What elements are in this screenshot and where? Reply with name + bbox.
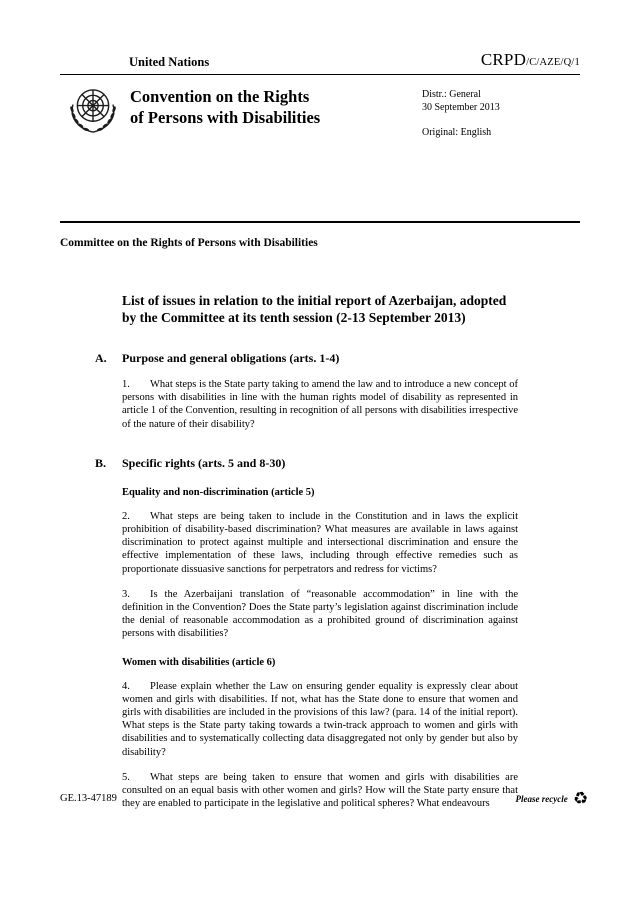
date-line: 30 September 2013 xyxy=(422,102,500,113)
paragraph-1-number: 1. xyxy=(122,379,130,390)
paragraph-3-number: 3. xyxy=(122,588,130,600)
section-a xyxy=(95,351,518,431)
paragraph-3 xyxy=(122,588,518,641)
convention-title-line2: of Persons with Disabilities xyxy=(130,108,321,127)
paragraph-4-text: Please explain whether the Law on ensuring gender equality is expressly clear about women and girls with disabilities. If not, what has the State done to ensure that women and girls with disabilities are included in the provisions of this law? (para. 14 of the initial report). What steps is the State party taking towards a twin-track approach to women and girls with disabilities and to systematically collecting data disaggregated not only by gender but also by disability? xyxy=(122,680,518,758)
subheading-women: Women with disabilities (article 6) xyxy=(122,656,276,668)
header-rule-thin xyxy=(60,74,580,75)
header-rule-thick xyxy=(60,221,580,223)
doc-symbol xyxy=(481,50,580,70)
masthead-main-row xyxy=(60,84,580,139)
un-emblem-icon xyxy=(66,84,120,138)
distr-line: Distr.: General xyxy=(422,89,481,100)
paragraph-1-text: What steps is the State party taking to amend the law and to introduce a new concept of persons with disabilities in line with the human rights model of disability as represented in article 1 of the Convention, resulting in recognition of all persons with disabilities irrespective of the nature of their disability? xyxy=(122,379,518,430)
page-footer xyxy=(60,790,588,807)
section-b-letter: B. xyxy=(95,455,107,470)
paragraph-2-number: 2. xyxy=(122,510,130,522)
paragraph-4 xyxy=(122,680,518,759)
committee-heading: Committee on the Rights of Persons with Disabilities xyxy=(60,237,318,249)
org-name: United Nations xyxy=(129,55,210,69)
convention-title-line1: Convention on the Rights xyxy=(130,87,310,106)
section-b xyxy=(95,455,518,811)
paragraph-3-text: Is the Azerbaijani translation of “reasonable accommodation” in line with the definition in the Convention? Does the State party’s legislation against discrimination include the denial of reasonable accommodation as a prohibited ground of discrimination against persons with disabilities? xyxy=(122,588,518,640)
convention-title xyxy=(130,84,320,139)
document-title: List of issues in relation to the initial report of Azerbaijan, adopted by the Committee at its tenth session (2-13 September 2013) xyxy=(122,293,507,325)
recycle-label: Please recycle xyxy=(515,793,568,804)
masthead-top-row xyxy=(60,50,580,70)
section-a-title: Purpose and general obligations (arts. 1-4) xyxy=(122,351,340,365)
paragraph-4-number: 4. xyxy=(122,680,130,692)
recycle-notice xyxy=(516,790,588,807)
paragraph-5-text: What steps are being taken to ensure that women and girls with disabilities are consulted on an equal basis with other women and girls? How will the State party ensure that they are enabled to participate in the legislative and political spheres? What endeavours xyxy=(122,771,518,810)
subheading-equality: Equality and non-discrimination (article 5) xyxy=(122,486,315,498)
paragraph-2 xyxy=(122,510,518,576)
section-b-title: Specific rights (arts. 5 and 8-30) xyxy=(122,455,286,470)
paragraph-1 xyxy=(122,378,518,431)
doc-symbol-suffix: /C/AZE/Q/1 xyxy=(526,57,580,68)
document-body xyxy=(95,293,518,810)
recycle-icon: ♻ xyxy=(571,788,590,809)
document-masthead xyxy=(60,0,580,223)
paragraph-5-number: 5. xyxy=(122,771,130,783)
paragraph-2-text: What steps are being taken to include in the Constitution and in laws the explicit prohibition of disability-based discrimination? What measures are available in laws against discrimination to protect against multiple and intersectional discrimination and ensure the effective implementation of these laws, including through effective remedies such as proportionate dissuasive sanctions for perpetrators and redress for victims? xyxy=(122,510,518,575)
doc-symbol-main: CRPD xyxy=(480,50,527,69)
ge-code: GE.13-47189 xyxy=(60,793,117,804)
original-language-line: Original: English xyxy=(422,127,492,138)
distribution-block xyxy=(422,84,580,139)
section-a-heading xyxy=(95,351,518,366)
section-b-heading xyxy=(95,456,518,471)
section-a-letter: A. xyxy=(95,351,107,365)
